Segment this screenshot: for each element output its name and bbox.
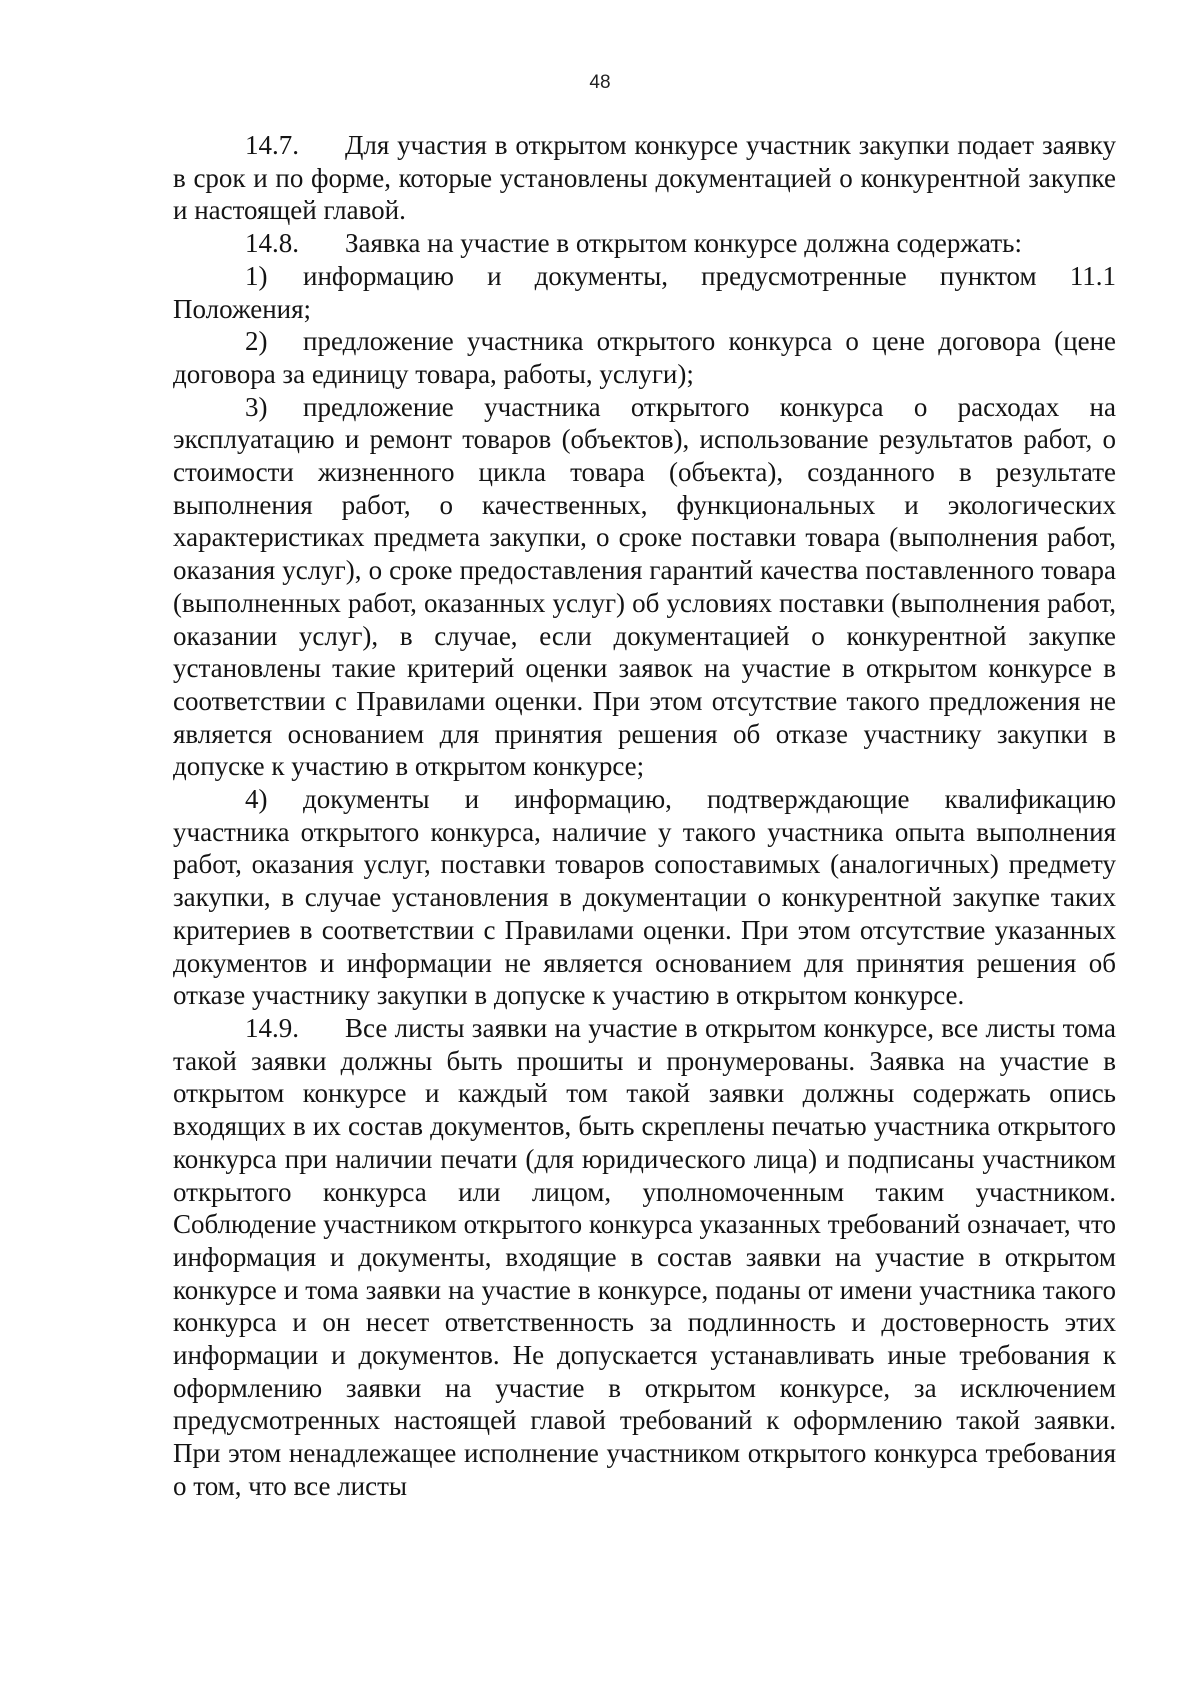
list-item-3 bbox=[173, 391, 1116, 783]
list-item-number: 3) bbox=[245, 391, 268, 422]
list-item-text: информацию и документы, предусмотренные пунктом 11.1 Положения; bbox=[173, 260, 1116, 324]
paragraph-14-8 bbox=[173, 227, 1116, 260]
list-item-text: документы и информацию, подтверждающие квалификацию участника открытого конкурса, наличие у такого участника опыта выполнения работ, оказания услуг, поставки товаров сопоставимых (аналогичных) предмету закупки, в случае установления в документации о конкурентной закупке таких критериев в соответствии с Правилами оценки. При этом отсутствие указанных документов и информации не является основанием для принятия решения об отказе участнику закупки в допуске к участию в открытом конкурсе. bbox=[173, 784, 1116, 1011]
paragraph-text: Для участия в открытом конкурсе участник закупки подает заявку в срок и по форме, которые установлены документацией о конкурентной закупке и настоящей главой. bbox=[173, 130, 1116, 226]
paragraph-text: Заявка на участие в открытом конкурсе должна содержать: bbox=[345, 228, 1022, 259]
list-item-number: 4) bbox=[245, 784, 268, 815]
list-item-2 bbox=[173, 325, 1116, 390]
page-number: 48 bbox=[589, 72, 611, 93]
paragraph-text: Все листы заявки на участие в открытом конкурсе, все листы тома такой заявки должны быть прошиты и пронумерованы. Заявка на участие в открытом конкурсе и каждый том такой заявки должны содержать опись входящих в их состав документов, быть скреплены печатью участника открытого конкурса при наличии печати (для юридического лица) и подписаны участником открытого конкурса или лицом, уполномоченным таким участником. Соблюдение участником открытого конкурса указанных требований означает, что информация и документы, входящие в состав заявки на участие в открытом конкурсе и тома заявки на участие в конкурсе, поданы от имени участника такого конкурса и он несет ответственность за подлинность и достоверность этих информации и документов. Не допускается устанавливать иные требования к оформлению заявки на участие в открытом конкурсе, за исключением предусмотренных настоящей главой требований к оформлению такой заявки. При этом ненадлежащее исполнение участником открытого конкурса требования о том, что все листы bbox=[173, 1012, 1116, 1501]
paragraph-14-9 bbox=[173, 1012, 1116, 1503]
paragraph-number: 14.7. bbox=[245, 130, 299, 160]
list-item-number: 2) bbox=[245, 326, 268, 357]
list-item-text: предложение участника открытого конкурса о цене договора (цене договора за единицу товара, работы, услуги); bbox=[173, 326, 1116, 389]
document-body bbox=[173, 129, 1116, 1503]
paragraph-14-7 bbox=[173, 129, 1116, 227]
paragraph-number: 14.8. bbox=[245, 228, 299, 259]
paragraph-number: 14.9. bbox=[245, 1012, 299, 1043]
list-item-number: 1) bbox=[245, 260, 268, 291]
list-item-1 bbox=[173, 260, 1116, 325]
list-item-4 bbox=[173, 783, 1116, 1012]
list-item-text: предложение участника открытого конкурса о расходах на эксплуатацию и ремонт товаров (объектов), использование результатов работ, о стоимости жизненного цикла товара (объекта), созданного в результате выполнения работ, о качественных, функциональных и экологических характеристиках предмета закупки, о сроке поставки товара (выполнения работ, оказания услуг), о сроке предоставления гарантий качества поставленного товара (выполненных работ, оказанных услуг) об условиях поставки (выполнения работ, оказании услуг), в случае, если документацией о конкурентной закупке установлены такие критерий оценки заявок на участие в открытом конкурсе в соответствии с Правилами оценки. При этом отсутствие такого предложения не является основанием для принятия решения об отказе участнику закупки в допуске к участию в открытом конкурсе; bbox=[173, 391, 1116, 782]
